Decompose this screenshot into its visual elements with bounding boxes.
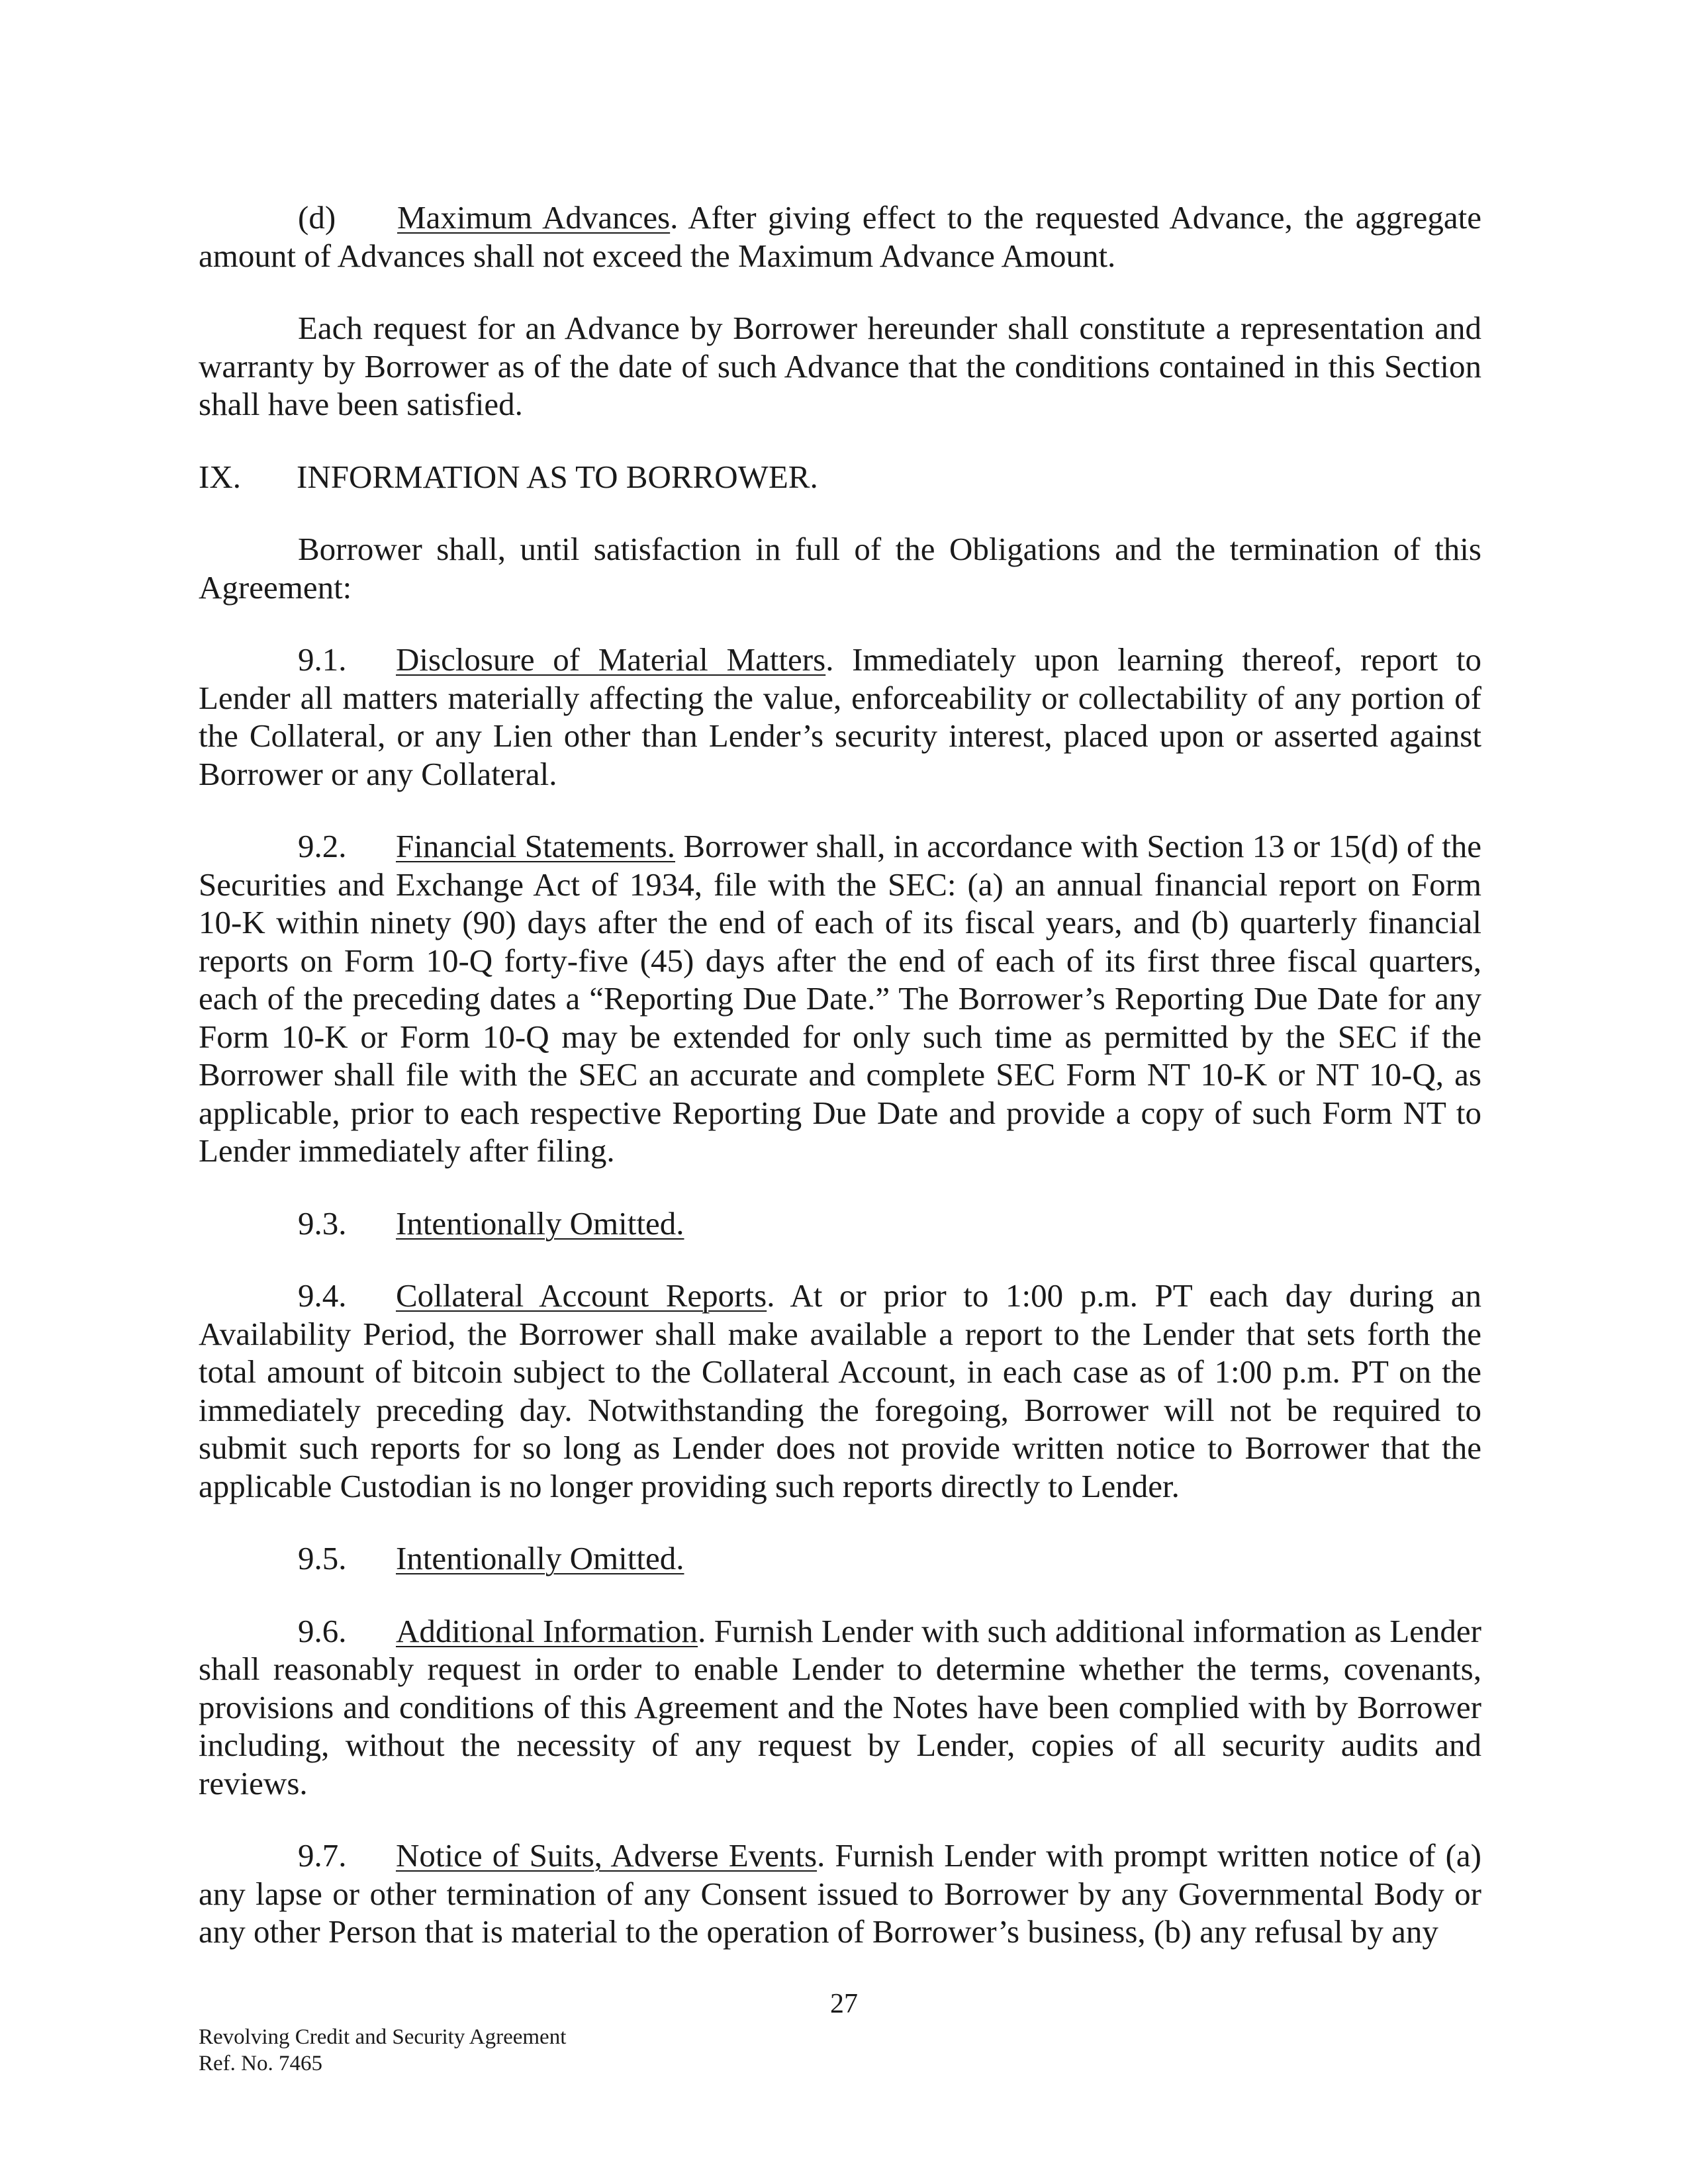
section-9-2	[199, 827, 1481, 1170]
section-number: 9.3.	[298, 1205, 347, 1242]
request-paragraph: Each request for an Advance by Borrower hereunder shall constitute a representation and warranty by Borrower as of the date of such Advance that the conditions contained in this Section shall have been satisfied.	[199, 310, 1481, 422]
section-text: . After giving effect to the requested Advance, the aggregate amount of Advances shall not exceed the Maximum Advance Amount.	[199, 199, 1481, 274]
section-9-1	[199, 641, 1481, 793]
section-title: Collateral Account Reports	[396, 1277, 767, 1314]
footer-ref: Ref. No. 7465	[199, 2052, 322, 2075]
article-number: IX.	[199, 458, 241, 495]
section-number: 9.1.	[298, 641, 347, 678]
section-text: . At or prior to 1:00 p.m. PT each day during an Availability Period, the Borrower shall make available a report to the Lender that sets forth the total amount of bitcoin subject to the Collateral Account, in each case as of 1:00 p.m. PT on the immediately preceding day. Notwithstanding the foregoing, Borrower will not be required to submit such reports for so long as Lender does not provide written notice to Borrower that the applicable Custodian is no longer providing such reports directly to Lender.	[199, 1277, 1481, 1504]
section-number: 9.4.	[298, 1277, 347, 1314]
section-text: . Furnish Lender with such additional information as Lender shall reasonably request in order to enable Lender to determine whether the terms, covenants, provisions and conditions of this Agreement and the Notes have been complied with by Borrower including, without the necessity of any request by Lender, copies of all security audits and reviews.	[199, 1612, 1481, 1801]
section-title: Notice of Suits, Adverse Events	[396, 1837, 818, 1874]
section-text: Borrower shall, in accordance with Section 13 or 15(d) of the Securities and Exchange Act of 1934, file with the SEC: (a) an annual financial report on Form 10-K within ninety (90) days after the end of each of its fiscal years, and (b) quarterly financial reports on Form 10-Q forty-five (45) days after the end of each of its first three fiscal quarters, each of the preceding dates a “Reporting Due Date.” The Borrower’s Reporting Due Date for any Form 10-K or Form 10-Q may be extended for only such time as permitted by the SEC if the Borrower shall file with the SEC an accurate and complete SEC Form NT 10-K or NT 10-Q, as applicable, prior to each respective Reporting Due Date and provide a copy of such Form NT to Lender immediately after filing.	[199, 828, 1481, 1169]
intro-paragraph: Borrower shall, until satisfaction in full of the Obligations and the termination of this Agreement:	[199, 531, 1481, 606]
section-text: . Furnish Lender with prompt written notice of (a) any lapse or other termination of any Consent issued to Borrower by any Governmental Body or any other Person that is material to the operation of Borrower’s business, (b) any refusal by any	[199, 1837, 1481, 1950]
section-number: 9.2.	[298, 828, 347, 864]
section-title: Intentionally Omitted.	[396, 1205, 684, 1242]
section-9-5	[199, 1539, 1481, 1578]
footer	[199, 2024, 566, 2077]
document-body	[199, 199, 1481, 1985]
article-title: INFORMATION AS TO BORROWER.	[297, 458, 818, 495]
section-number: 9.7.	[298, 1837, 347, 1874]
page-number: 27	[830, 1989, 858, 2019]
section-text: . Immediately upon learning thereof, report to Lender all matters materially affecting the value, enforceability or collectability of any portion of the Collateral, or any Lien other than Lender’s security interest, placed upon or asserted against Borrower or any Collateral.	[199, 641, 1481, 792]
section-9-4	[199, 1277, 1481, 1505]
section-title: Disclosure of Material Matters	[396, 641, 826, 678]
section-number: 9.6.	[298, 1612, 347, 1649]
section-number: 9.5.	[298, 1540, 347, 1576]
article-heading	[199, 458, 1481, 496]
section-9-6	[199, 1612, 1481, 1803]
section-d	[199, 199, 1481, 275]
section-title: Intentionally Omitted.	[396, 1540, 684, 1576]
section-title: Maximum Advances	[397, 199, 671, 236]
section-9-7	[199, 1837, 1481, 1951]
section-title: Financial Statements.	[396, 828, 675, 864]
section-number: (d)	[298, 199, 336, 236]
section-9-3	[199, 1205, 1481, 1243]
footer-doc-title: Revolving Credit and Security Agreement	[199, 2025, 567, 2049]
section-title: Additional Information	[396, 1612, 698, 1649]
